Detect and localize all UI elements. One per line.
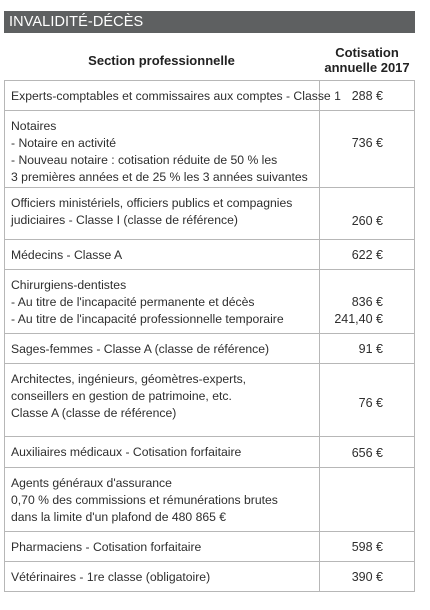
row-value-amount: 241,40 € bbox=[334, 312, 383, 326]
table-row bbox=[4, 111, 415, 188]
row-label-line: Pharmaciens - Cotisation forfaitaire bbox=[11, 540, 202, 554]
row-value bbox=[320, 364, 414, 436]
row-value-amount: 91 € bbox=[358, 342, 383, 356]
row-label-line: Architectes, ingénieurs, géomètres-experts, bbox=[11, 372, 247, 386]
row-label bbox=[5, 562, 320, 591]
row-value-amount: 836 € bbox=[351, 295, 383, 309]
row-value-amount: 76 € bbox=[358, 396, 383, 410]
row-label bbox=[5, 270, 320, 333]
table-row bbox=[4, 532, 415, 562]
column-header-section: Section professionnelle bbox=[88, 53, 235, 68]
row-label bbox=[5, 111, 320, 187]
row-value bbox=[320, 111, 414, 187]
row-value-amount: 656 € bbox=[351, 446, 383, 460]
row-label-line: - Nouveau notaire : cotisation réduite de 50 % les bbox=[11, 153, 278, 167]
row-label-line: 3 premières années et de 25 % les 3 années suivantes bbox=[11, 170, 308, 184]
column-header-cotisation bbox=[319, 45, 415, 75]
row-label bbox=[5, 468, 320, 531]
row-label-line: Experts-comptables et commissaires aux comptes - Classe 1 bbox=[11, 89, 341, 103]
contribution-table bbox=[4, 80, 415, 592]
row-label-line: - Notaire en activité bbox=[11, 136, 116, 150]
row-label bbox=[5, 240, 320, 269]
table-row bbox=[4, 468, 415, 532]
row-label bbox=[5, 437, 320, 467]
row-value bbox=[320, 240, 414, 269]
row-label-line: Sages-femmes - Classe A (classe de référence) bbox=[11, 342, 270, 356]
row-value-amount: 390 € bbox=[351, 570, 383, 584]
column-header-cotisation-line2: annuelle 2017 bbox=[324, 60, 410, 75]
section-banner: INVALIDITÉ-DÉCÈS bbox=[4, 11, 415, 33]
row-value bbox=[320, 532, 414, 561]
row-value bbox=[320, 468, 414, 531]
row-label-line: 0,70 % des commissions et rémunérations brutes bbox=[11, 493, 278, 507]
row-label-line: Classe A (classe de référence) bbox=[11, 406, 177, 420]
row-value bbox=[320, 188, 414, 239]
table-row bbox=[4, 270, 415, 334]
row-label bbox=[5, 188, 320, 239]
row-label bbox=[5, 364, 320, 436]
row-value-amount: 260 € bbox=[351, 214, 383, 228]
row-label bbox=[5, 532, 320, 561]
column-header-cotisation-line1: Cotisation bbox=[335, 45, 399, 60]
row-value-amount: 598 € bbox=[351, 540, 383, 554]
table-row bbox=[4, 334, 415, 364]
row-label-line: - Au titre de l'incapacité permanente et décès bbox=[11, 295, 255, 309]
row-label bbox=[5, 81, 341, 110]
row-label-line: Auxiliaires médicaux - Cotisation forfaitaire bbox=[11, 445, 242, 459]
row-value bbox=[320, 562, 414, 591]
row-label-line: dans la limite d'un plafond de 480 865 € bbox=[11, 510, 227, 524]
row-value-amount: 288 € bbox=[351, 89, 383, 103]
row-label-line: Officiers ministériels, officiers publics et compagnies bbox=[11, 196, 293, 210]
table-row bbox=[4, 240, 415, 270]
table-row bbox=[4, 364, 415, 437]
row-value-amount: 622 € bbox=[351, 248, 383, 262]
table-row bbox=[4, 188, 415, 240]
table-row bbox=[4, 562, 415, 592]
row-label-line: Notaires bbox=[11, 119, 57, 133]
table-row bbox=[4, 81, 415, 111]
row-label-line: Chirurgiens-dentistes bbox=[11, 278, 127, 292]
row-value-amount: 736 € bbox=[351, 136, 383, 150]
row-value bbox=[320, 270, 414, 333]
row-value bbox=[320, 81, 414, 110]
table-row bbox=[4, 437, 415, 468]
row-value bbox=[320, 334, 414, 363]
row-label-line: conseillers en gestion de patrimoine, etc. bbox=[11, 389, 232, 403]
row-label-line: judiciaires - Classe I (classe de référence) bbox=[11, 213, 238, 227]
row-label bbox=[5, 334, 320, 363]
row-label-line: Vétérinaires - 1re classe (obligatoire) bbox=[11, 570, 211, 584]
row-label-line: Agents généraux d'assurance bbox=[11, 476, 172, 490]
row-label-line: Médecins - Classe A bbox=[11, 248, 123, 262]
row-label-line: - Au titre de l'incapacité professionnelle temporaire bbox=[11, 312, 284, 326]
row-value bbox=[320, 437, 414, 467]
